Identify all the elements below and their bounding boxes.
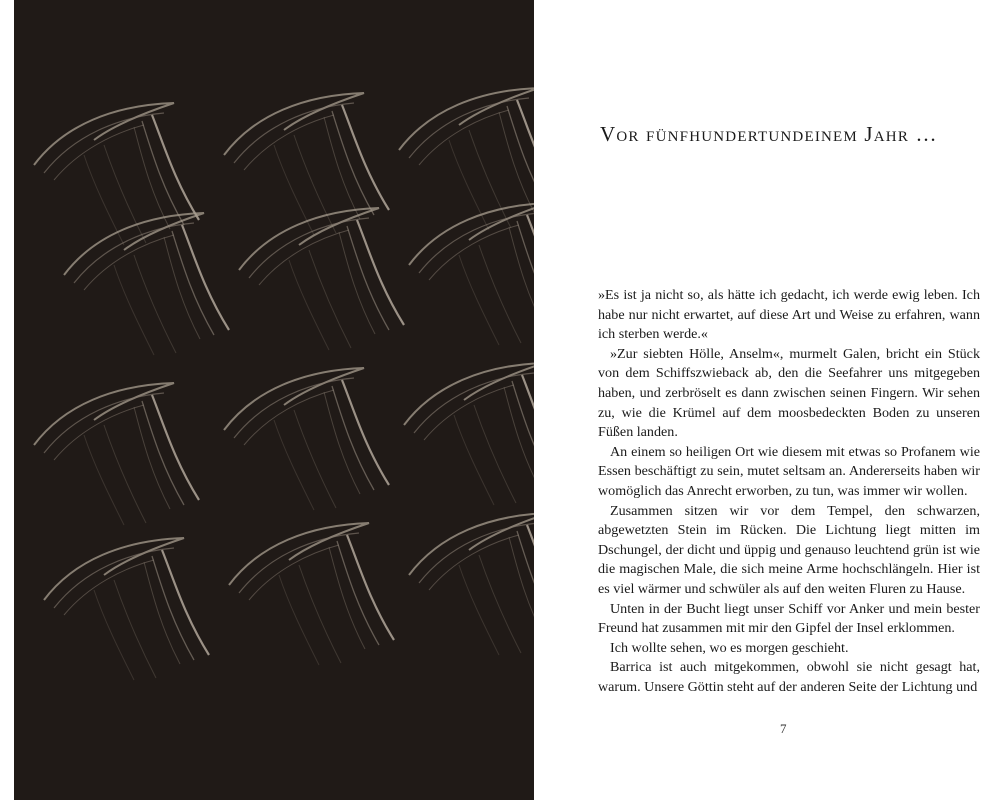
paragraph: Ich wollte sehen, wo es morgen geschieht.: [610, 639, 849, 656]
right-page: [534, 0, 1000, 800]
paragraph: Barrica ist auch mitgekommen, obwohl sie nicht gesagt hat, warum. Unsere Göttin steht auf der anderen Seite der Lichtung und: [598, 659, 980, 695]
paragraph: »Zur siebten Hölle, Anselm«, murmelt Galen, bricht ein Stück von dem Schiffszwieback ab, den die Seefahrer uns mitgegeben haben, und zerbröselt es dann zwischen seinen Fingern. Wir sehen zu, wie die Krümel auf dem moosbedeckten Boden zu unseren Füßen landen.: [598, 345, 980, 441]
chapter-title: Vor fünfhundertundeinem Jahr …: [600, 122, 938, 146]
feather-pattern-illustration: [14, 0, 534, 800]
feather-pattern-svg: [14, 0, 534, 800]
paragraph: Zusammen sitzen wir vor dem Tempel, den schwarzen, abgewetzten Stein im Rücken. Die Lichtung liegt mitten im Dschungel, der dicht und üppig und genauso leuchtend grün ist wie die magischen Male, die sich meine Arme hochschlängeln. Hier ist es viel wärmer und schwüler als auf den weiten Fluren zu Hause.: [598, 502, 980, 597]
paragraph: Unten in der Bucht liegt unser Schiff vor Anker und mein bester Freund hat zusammen mit mir den Gipfel der Insel erklommen.: [598, 600, 980, 637]
paragraph: »Es ist ja nicht so, als hätte ich gedacht, ich werde ewig leben. Ich habe nur nicht erwartet, auf diese Art und Weise zu erfahren, wann ich sterben werde.«: [598, 287, 980, 343]
body-text: [598, 286, 980, 697]
paragraph: An einem so heiligen Ort wie diesem mit etwas so Profanem wie Essen beschäftigt zu sein, mutet seltsam an. Andererseits haben wir womöglich das Anrecht erworben, zu tun, was immer wir wollen.: [598, 443, 980, 499]
page-number: 7: [780, 721, 787, 736]
